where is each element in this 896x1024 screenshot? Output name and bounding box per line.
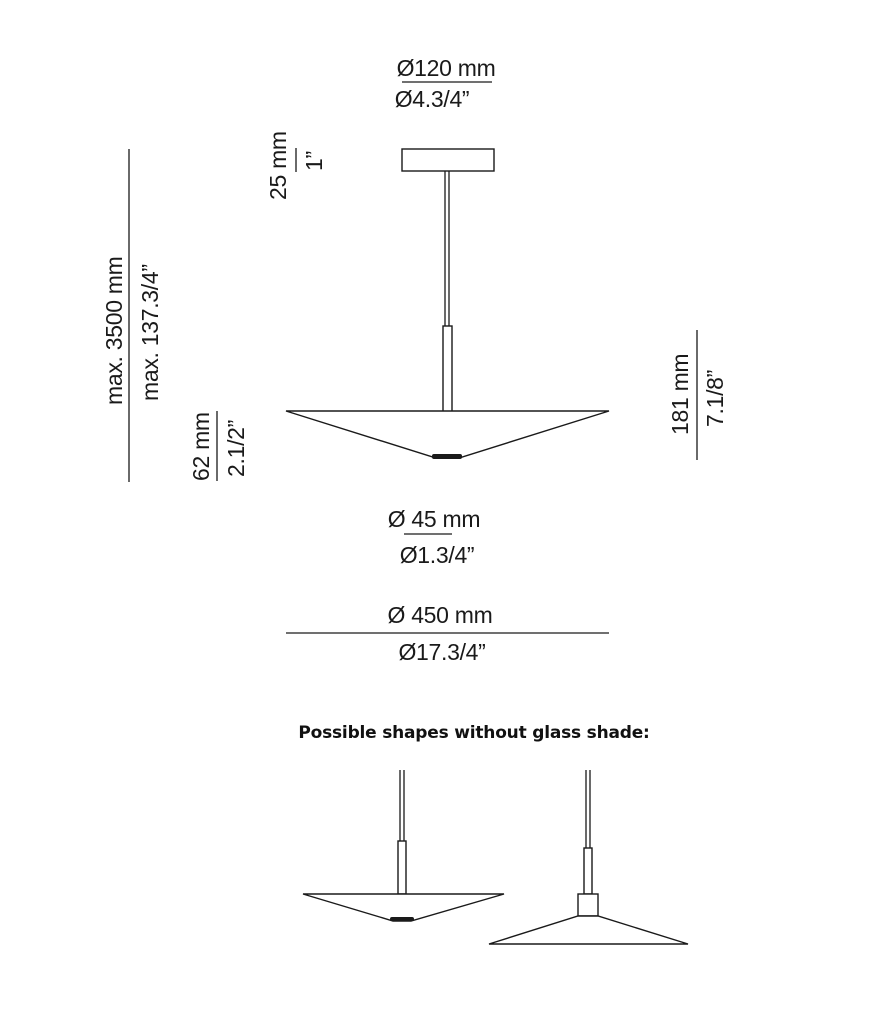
variants-heading: Possible shapes without glass shade: [298,723,650,743]
shade-height-in: 2.1/2” [223,419,249,477]
canopy-height-mm: 25 mm [265,131,291,200]
shade-diameter-in: Ø17.3/4” [398,639,486,665]
lamp-stem [443,326,452,412]
max-length-mm: max. 3500 mm [101,256,127,405]
ceiling-canopy [402,149,494,171]
shade-diffuser [432,454,462,459]
variant-2-shade [489,916,688,944]
variant-2-collar [578,894,598,916]
stem-diameter-mm: Ø 45 mm [387,506,481,532]
lamp-shade [286,411,609,458]
canopy-height-label [265,131,291,200]
lamp-height-in: 7.1/8” [702,369,728,427]
max-length-in: max. 137.3/4” [137,264,163,401]
lamp-height-mm: 181 mm [667,353,693,435]
variant-1-diffuser [390,917,414,921]
stem-diameter-in: Ø1.3/4” [399,542,475,568]
shade-diameter-mm: Ø 450 mm [387,602,493,628]
variant-2-stem [584,848,592,894]
canopy-diameter-in: Ø4.3/4” [394,86,470,112]
variant-1-shade [303,894,504,921]
canopy-diameter-mm: Ø120 mm [396,55,496,81]
shade-height-mm: 62 mm [188,412,214,481]
variant-1-stem [398,841,406,894]
canopy-height-in: 1” [301,151,327,171]
